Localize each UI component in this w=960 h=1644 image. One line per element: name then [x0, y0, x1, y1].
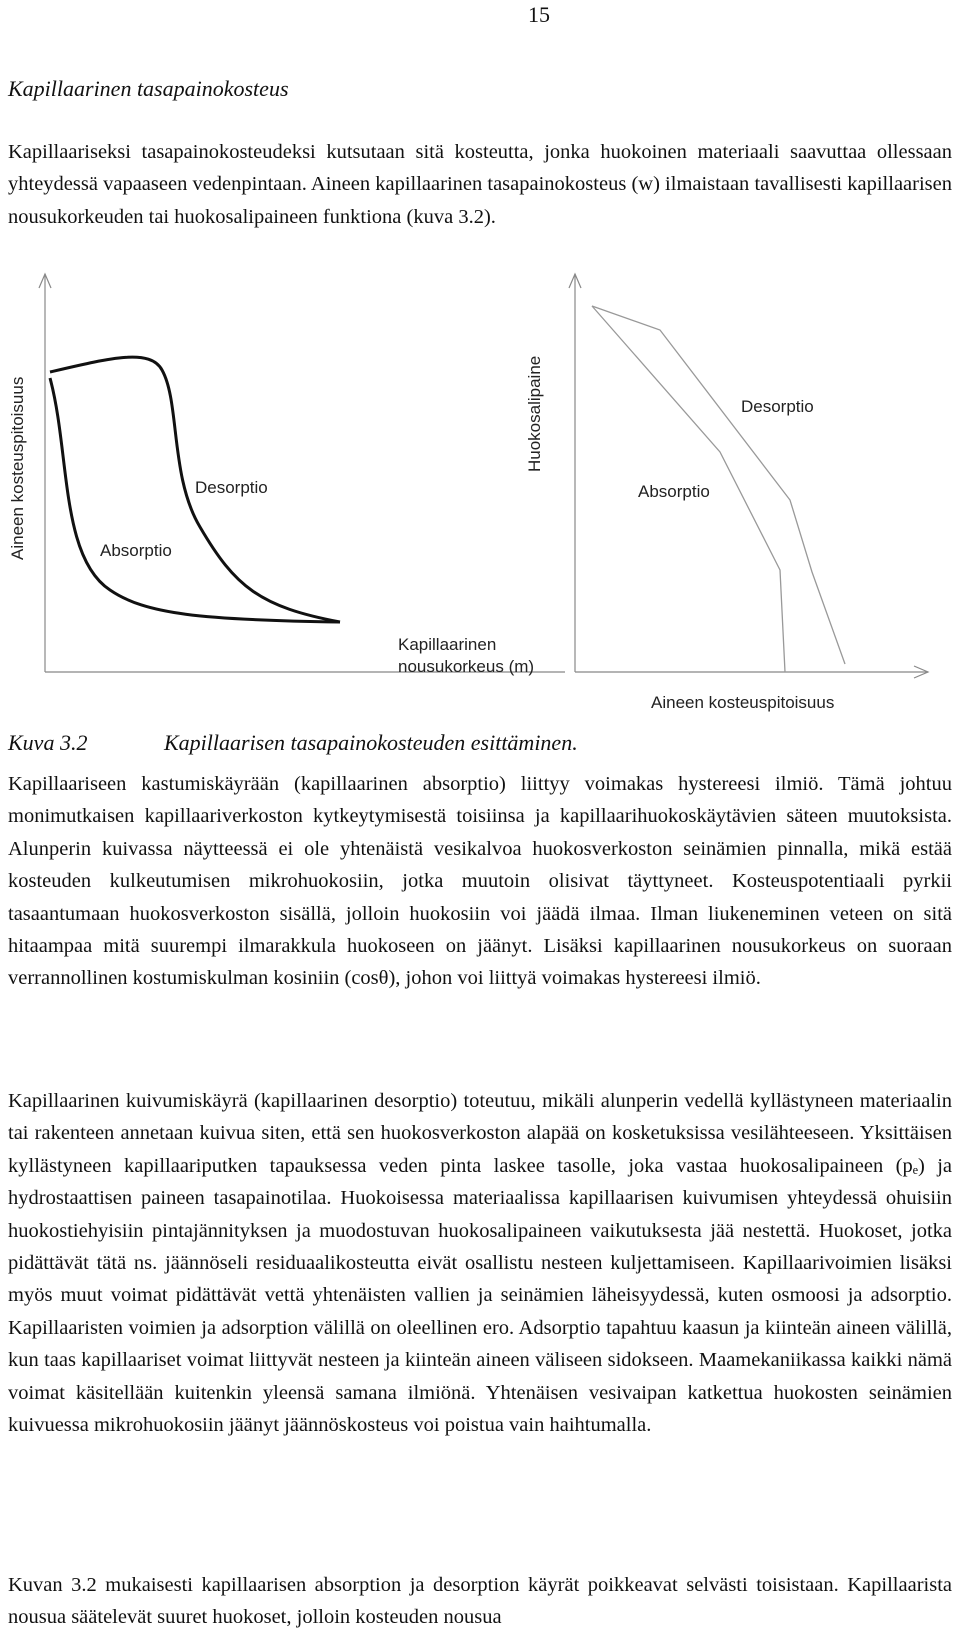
- page-number: 15: [528, 2, 550, 27]
- right-x-axis-label: Aineen kosteuspitoisuus: [651, 693, 835, 712]
- left-x-axis-label-line2: nousukorkeus (m): [398, 657, 535, 676]
- right-y-axis-label: Huokosalipaine: [525, 355, 544, 472]
- left-x-axis-label-line1: Kapillaarinen: [398, 635, 497, 654]
- right-desorption-label: Desorptio: [741, 397, 814, 416]
- right-absorption-label: Absorptio: [638, 482, 710, 501]
- paragraph-absorption: Kapillaariseen kastumiskäyrään (kapillaarinen absorptio) liittyy voimakas hystereesi ilmiö. Tämä johtuu monimutkaisen kapillaariverkoston kytkeytymisestä toisiinsa ja kapillaarihuokoskäytävien säteen muutoksista. Alunperin kuivassa näytteessä ei ole yhtenäistä vesikalvoa huokosverkoston seinämien pinnalla, mikä estää kosteuden kulkeutumisen mikrohuokosiin, jotka muutoin olisivat täyttyneet. Kosteuspotentiaali pyrkii tasaantumaan huokosverkoston sisällä, jolloin huokosiin voi jäädä ilmaa. Ilman liukeneminen veteen on sitä hitaampaa mitä suurempi ilmarakkula huokoseen on jäänyt. Lisäksi kapillaarinen nousukorkeus on suoraan verrannollinen kostumiskulman kosiniin (cosθ), johon voi liittyä voimakas hystereesi ilmiö.: [8, 773, 952, 990]
- caption-label: Kuva 3.2: [8, 730, 88, 755]
- paragraph-desorption: Kapillaarinen kuivumiskäyrä (kapillaarinen desorptio) toteutuu, mikäli alunperin vedellä kyllästyneen materiaalin tai rakenteen annetaan kuivua siten, että sen huokosverkoston alapää on kosketuksissa vesilähteeseen. Yksittäisen kyllästyneen kapillaariputken tapauksessa veden pinta laskee tasolle, joka vastaa huokosalipaineen (pₑ) ja hydrostaattisen paineen tasapainotilaa. Huokoisessa materiaalissa kapillaarisen kuivumisen yhteydessä ohuisiin huokostiehyisiin pintajännityksen ja muodostuvan huokosalipaineen vaikutuksesta jää nestettä. Huokoset, jotka pidättävät tätä ns. jäännöseli residuaalikosteutta eivät osallistu nesteen kuljettamiseen. Kapillaarivoimien lisäksi myös muut voimat pidättävät vettä yhtenäisten vallien ja seinämien läheisyydessä, kuten osmoosi ja adsorptio. Kapillaaristen voimien ja adsorption välillä on oleellinen ero. Adsorptio tapahtuu kaasun ja kiinteän aineen välillä, kun taas kapillaariset voimat liittyvät nesteen ja kiinteän aineen väliseen sidokseen. Maamekaniikassa kaikki nämä voimat käsitellään kuitenkin yleensä samana ilmiönä. Yhtenäisen vesivaipan katkettua huokosten seinämien kuivuessa mikrohuokosiin jäänyt jäännöskosteus voi poistua vain haihtumalla.: [8, 1090, 952, 1437]
- section-title: Kapillaarinen tasapainokosteus: [8, 76, 289, 101]
- left-desorption-label: Desorptio: [195, 478, 268, 497]
- absorption-curve: [50, 378, 340, 622]
- caption-text: Kapillaarisen tasapainokosteuden esittäminen.: [164, 730, 578, 755]
- figure-caption: [8, 730, 578, 756]
- right-plot: [525, 274, 928, 712]
- paragraph-comparison: Kuvan 3.2 mukaisesti kapillaarisen absorption ja desorption käyrät poikkeavat selvästi toisistaan. Kapillaarista nousua säätelevät suuret huokoset, jolloin kosteuden nousua: [8, 1574, 952, 1629]
- figure-3-2: [0, 272, 960, 712]
- left-y-axis-label: Aineen kosteuspitoisuus: [8, 376, 27, 560]
- desorption-line: [592, 306, 845, 664]
- paragraph-intro: Kapillaariseksi tasapainokosteudeksi kutsutaan sitä kosteutta, jonka huokoinen materiaali saavuttaa ollessaan yhteydessä vapaaseen vedenpintaan. Aineen kapillaarinen tasapainokosteus (w) ilmaistaan tavallisesti kapillaarisen nousukorkeuden tai huokosalipaineen funktiona (kuva 3.2).: [8, 141, 952, 228]
- left-absorption-label: Absorptio: [100, 541, 172, 560]
- left-plot: [8, 274, 565, 676]
